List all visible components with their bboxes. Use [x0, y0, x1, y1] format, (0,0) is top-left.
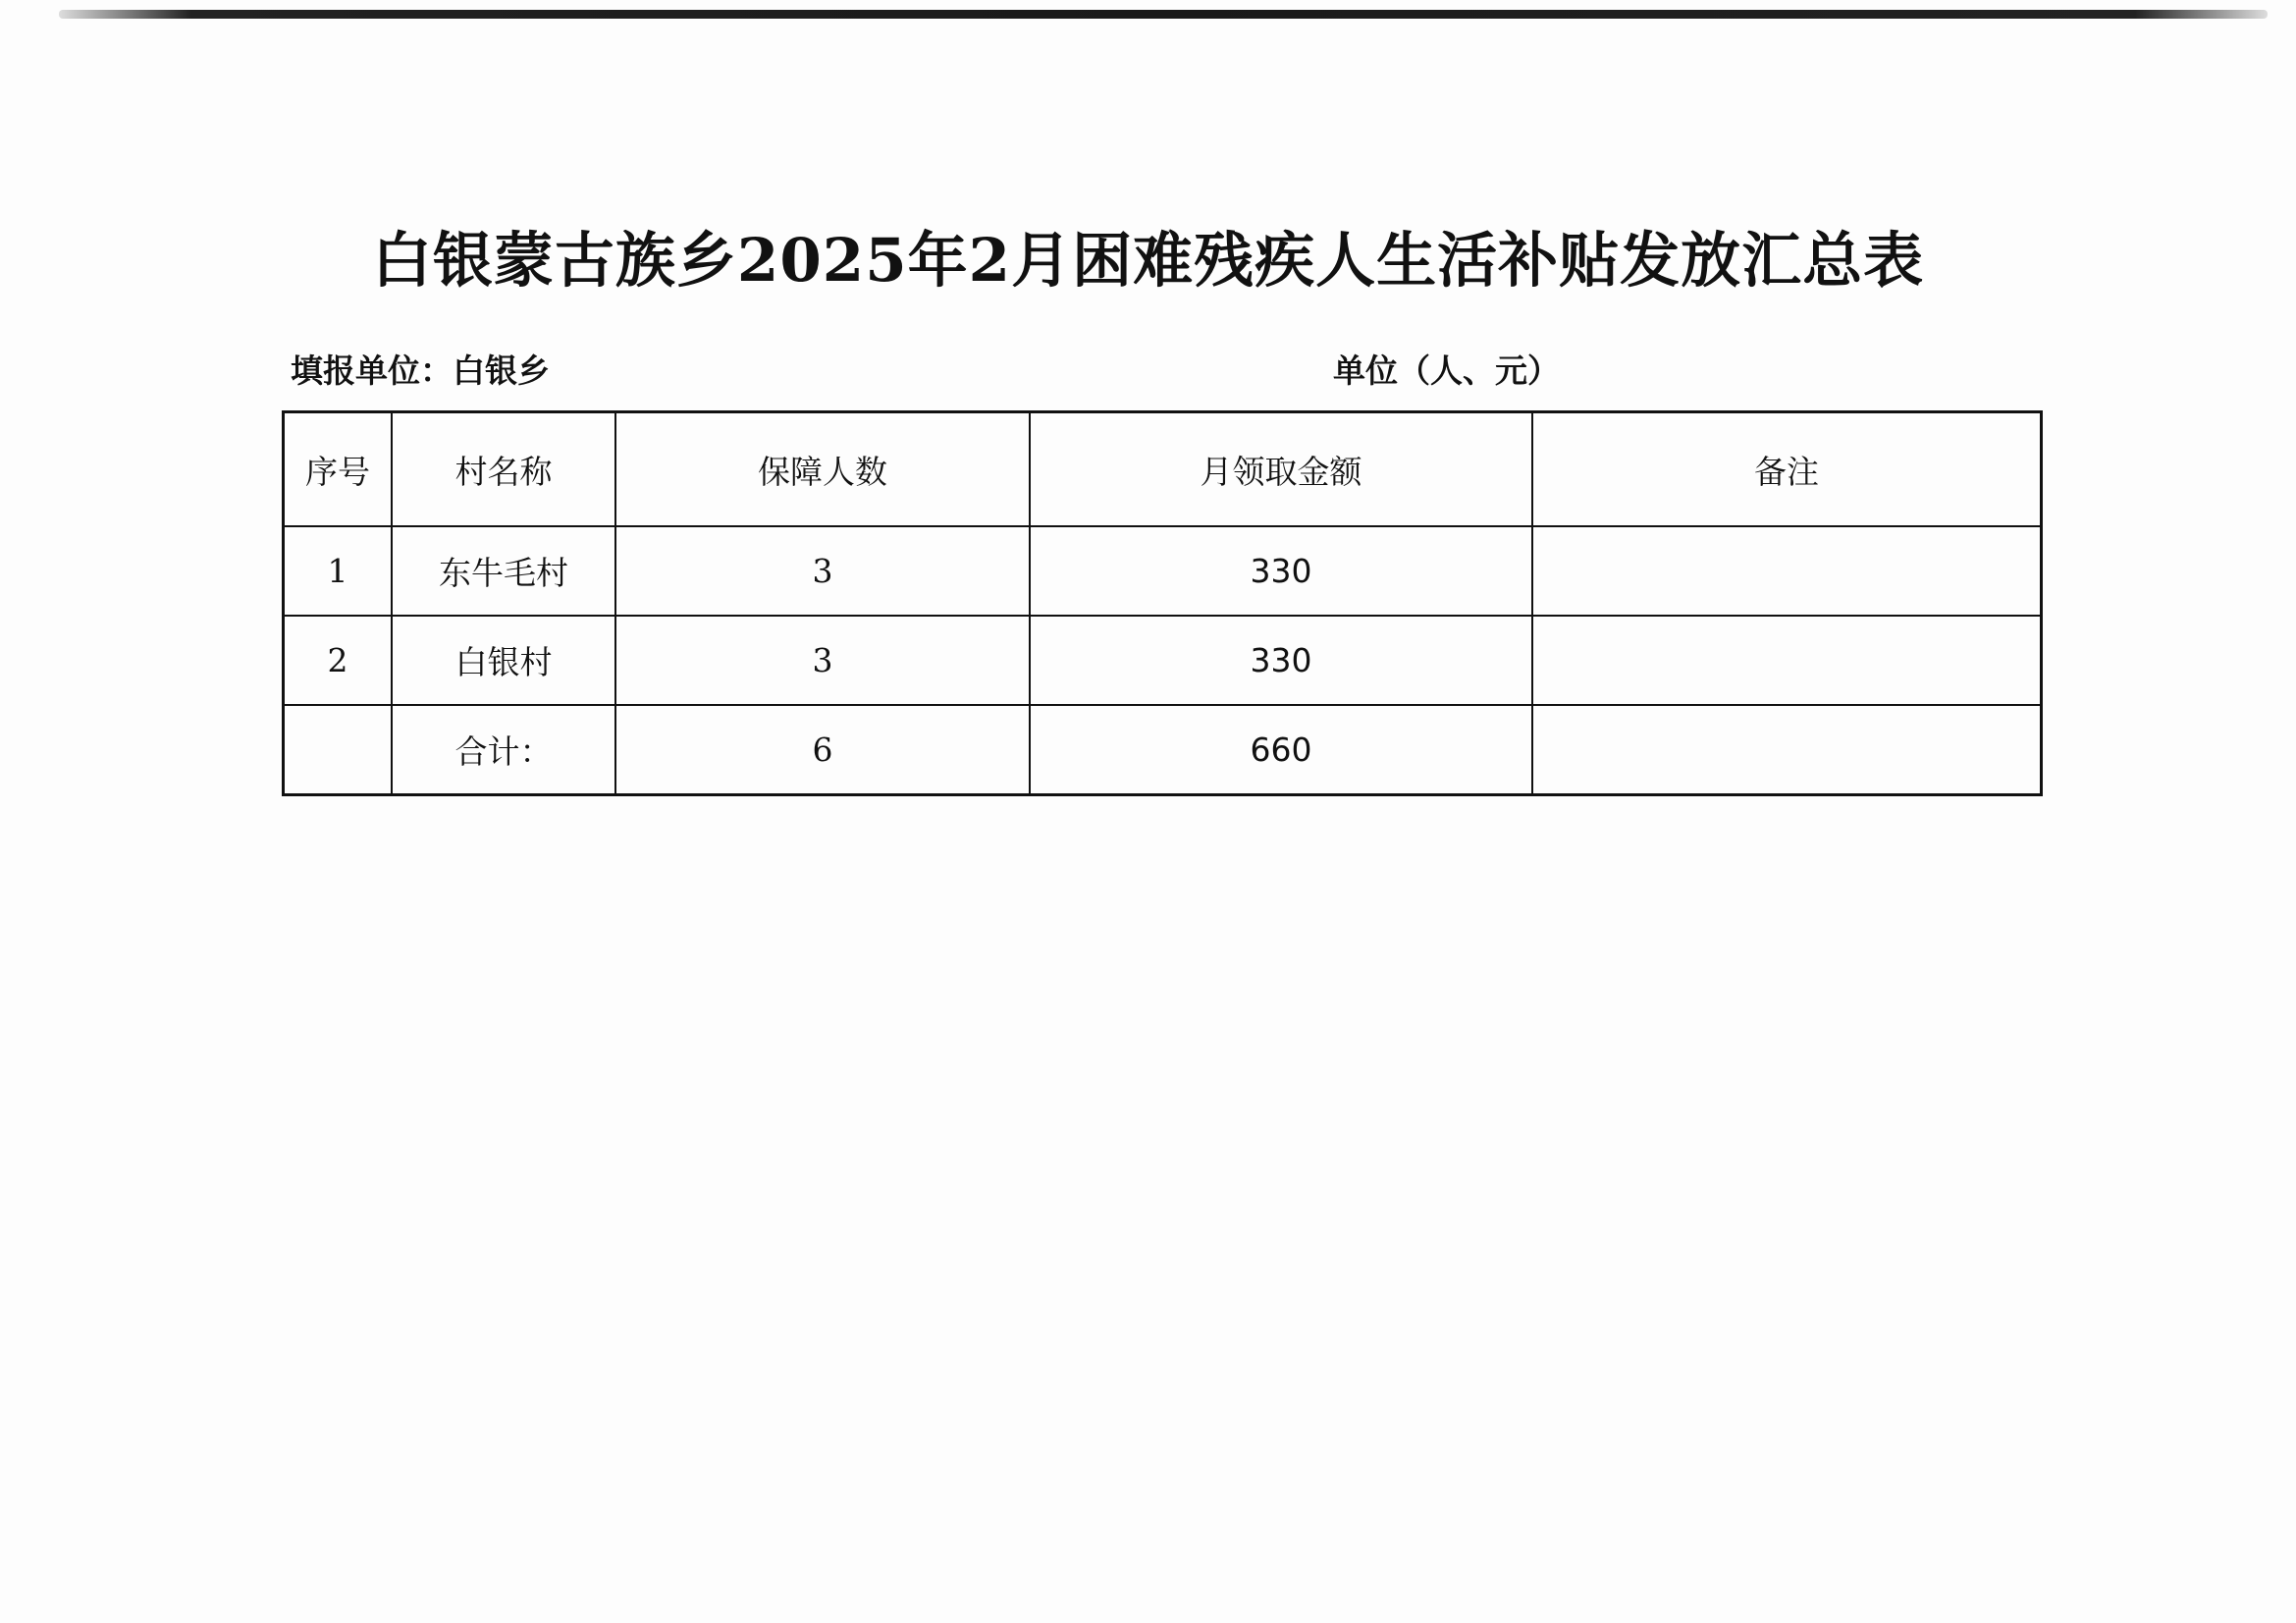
cell-seq [284, 705, 393, 795]
total-note [1532, 705, 2042, 795]
total-label: 合计： [392, 705, 615, 795]
scan-edge-shadow [59, 10, 2268, 19]
cell-amount: 330 [1030, 526, 1532, 616]
summary-table [282, 410, 2043, 796]
table-row [284, 616, 2042, 705]
table-total-row [284, 705, 2042, 795]
unit-note: 单位（人、元） [1333, 352, 1560, 390]
total-amount: 660 [1030, 705, 1532, 795]
cell-amount: 330 [1030, 616, 1532, 705]
cell-seq: 2 [284, 616, 393, 705]
header-village: 村名称 [392, 412, 615, 527]
header-note: 备注 [1532, 412, 2042, 527]
header-count: 保障人数 [615, 412, 1030, 527]
cell-count: 3 [615, 616, 1030, 705]
cell-count: 3 [615, 526, 1030, 616]
cell-note [1532, 616, 2042, 705]
total-count: 6 [615, 705, 1030, 795]
cell-note [1532, 526, 2042, 616]
cell-village: 东牛毛村 [392, 526, 615, 616]
header-amount: 月领取金额 [1030, 412, 1532, 527]
table-header-row [284, 412, 2042, 527]
document-title: 白银蒙古族乡2025年2月困难残疾人生活补贴发放汇总表 [371, 226, 1925, 296]
header-seq: 序号 [284, 412, 393, 527]
cell-village: 白银村 [392, 616, 615, 705]
cell-seq: 1 [284, 526, 393, 616]
reporting-unit: 填报单位：白银乡 [291, 352, 550, 390]
table-row [284, 526, 2042, 616]
